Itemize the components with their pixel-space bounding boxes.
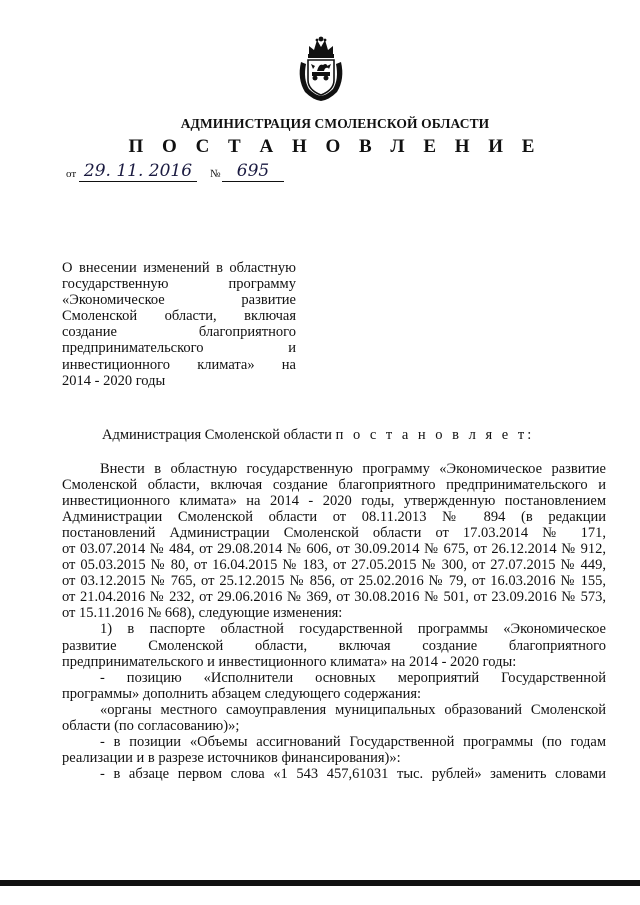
title-line: О внесении изменений в областную (62, 260, 296, 276)
organization-name: АДМИНИСТРАЦИЯ СМОЛЕНСКОЙ ОБЛАСТИ (180, 116, 490, 131)
document-body (62, 461, 606, 782)
body-line: реализации и в разрезе источников финансирования)»: (62, 749, 401, 766)
bottom-scan-edge (0, 880, 640, 886)
title-line: 2014 - 2020 годы (62, 372, 166, 389)
body-line: «органы местного самоуправления муниципальных образований Смоленской (100, 701, 606, 718)
body-line: развитие Смоленской области, включая создание благоприятного (62, 637, 606, 654)
body-line: предпринимательского и инвестиционного климата» на 2014 - 2020 годы: (62, 653, 517, 670)
document-title (62, 260, 296, 389)
coat-of-arms-emblem (295, 34, 347, 104)
title-line: государственную программу (62, 276, 296, 293)
body-line: - в позиции «Объемы ассигнований Государственной программы (по годам (100, 733, 606, 750)
handwritten-number: 695 (222, 161, 284, 182)
body-line: постановлений Администрации Смоленской области от 17.03.2014 № 171, (62, 525, 606, 542)
title-line: инвестиционного климата» на (62, 356, 296, 373)
body-line: программы» дополнить абзацем следующего содержания: (62, 685, 422, 702)
title-line: «Экономическое развитие (62, 292, 296, 309)
body-line: от 05.03.2015 № 80, от 16.04.2015 № 183, от 27.05.2015 № 300, от 27.07.2015 № 449, (62, 557, 606, 574)
body-line: Внести в областную государственную программу «Экономическое развитие (100, 461, 606, 477)
body-line: Смоленской области, включая создание благоприятного предпринимательского и (62, 477, 606, 494)
body-line: 1) в паспорте областной государственной программы «Экономическое (100, 621, 606, 638)
decree-prefix: Администрация Смоленской области (102, 427, 332, 443)
body-line: от 21.04.2016 № 232, от 29.06.2016 № 369, от 30.08.2016 № 501, от 23.09.2016 № 573, (62, 589, 606, 606)
title-line: Смоленской области, включая (62, 308, 296, 325)
handwritten-date: 29. 11. 2016 (79, 161, 197, 182)
body-line: от 03.12.2015 № 765, от 25.12.2015 № 856, от 25.02.2016 № 79, от 16.03.2016 № 155, (62, 573, 606, 590)
decree-verb: п о с т а н о в л я е т: (335, 427, 535, 443)
body-line: - позицию «Исполнители основных мероприятий Государственной (100, 669, 606, 686)
body-line: от 03.07.2014 № 484, от 29.08.2014 № 606, от 30.09.2014 № 675, от 26.12.2014 № 912, (62, 541, 606, 558)
date-number-line (66, 161, 306, 184)
body-line: от 15.11.2016 № 668), следующие изменения: (62, 605, 343, 622)
body-line: Администрации Смоленской области от 08.11.2013 № 894 (в редакции (62, 509, 606, 526)
number-label: № (210, 168, 221, 180)
decree-statement (102, 427, 534, 444)
title-line: предпринимательского и (62, 340, 296, 357)
body-line: инвестиционного климата» на 2014 - 2020 годы, утвержденную постановлением (62, 493, 606, 510)
title-line: создание благоприятного (62, 324, 296, 341)
document-type-heading: П О С Т А Н О В Л Е Н И Е (128, 136, 542, 157)
body-line: области (по согласованию)»; (62, 717, 240, 734)
date-label: от (66, 168, 77, 180)
body-line: - в абзаце первом слова «1 543 457,61031 тыс. рублей» заменить словами (100, 765, 606, 782)
